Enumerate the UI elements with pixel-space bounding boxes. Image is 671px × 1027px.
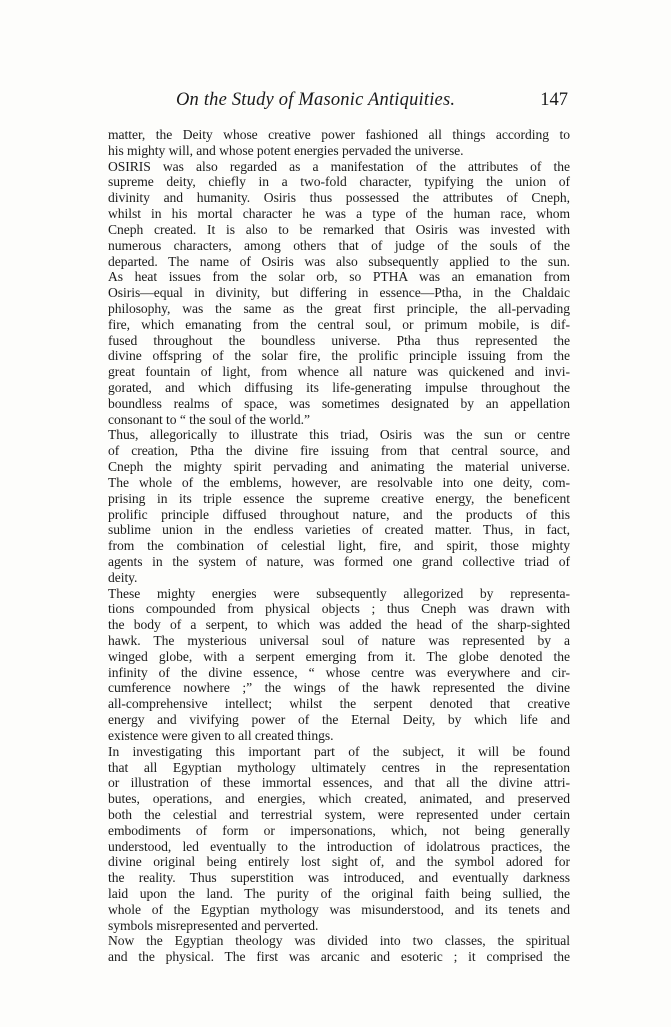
text-line: cumference nowhere ;” the wings of the hawk represented the divine	[108, 680, 570, 696]
body-text	[108, 127, 570, 965]
text-line: matter, the Deity whose creative power fashioned all things according to	[108, 127, 570, 142]
text-line: prolific principle diffused throughout nature, and the products of this	[108, 506, 570, 522]
text-line: fire, which emanating from the central soul, or primum mobile, is dif-	[108, 316, 570, 332]
text-line: that all Egyptian mythology ultimately centres in the representation	[108, 759, 570, 775]
text-line: divine offspring of the solar fire, the prolific principle issuing from the	[108, 348, 570, 364]
text-line: whilst in his mortal character he was a type of the human race, whom	[108, 206, 570, 222]
text-line: divinity and humanity. Osiris thus possessed the attributes of Cneph,	[108, 190, 570, 206]
text-line: departed. The name of Osiris was also subsequently applied to the sun.	[108, 253, 570, 269]
text-line: deity.	[108, 569, 138, 585]
text-line: from the combination of celestial light, fire, and spirit, those mighty	[108, 538, 570, 554]
text-line: embodiments of form or impersonations, which, not being generally	[108, 822, 570, 838]
text-line: agents in the system of nature, was formed one grand collective triad of	[108, 553, 570, 569]
text-line: both the celestial and terrestrial system, were represented under certain	[108, 806, 570, 822]
text-line: philosophy, was the same as the great first principle, the all-pervading	[108, 300, 570, 316]
text-line: These mighty energies were subsequently allegorized by representa-	[108, 585, 570, 601]
text-line: and the physical. The first was arcanic and esoteric ; it comprised the	[108, 949, 570, 965]
text-line: Osiris—equal in divinity, but differing in essence—Ptha, in the Chaldaic	[108, 285, 570, 301]
text-line: great fountain of light, from whence all nature was quickened and invi-	[108, 364, 570, 380]
text-line: Cneph created. It is also to be remarked that Osiris was invested with	[108, 221, 570, 237]
running-header	[108, 88, 570, 114]
text-line: all-comprehensive intellect; whilst the serpent denoted that creative	[108, 696, 570, 712]
page-number: 147	[540, 90, 568, 110]
text-line: winged globe, with a serpent emerging from it. The globe denoted the	[108, 648, 570, 664]
text-line: of creation, Ptha the divine fire issuing from that central source, and	[108, 443, 570, 459]
text-line: boundless realms of space, was sometimes designated by an appellation	[108, 395, 570, 411]
text-line: symbols misrepresented and perverted.	[108, 917, 319, 933]
text-line: laid upon the land. The purity of the original faith being sullied, the	[108, 886, 570, 901]
text-line: Thus, allegorically to illustrate this triad, Osiris was the sun or centre	[108, 427, 570, 443]
text-line: divine original being entirely lost sight of, and the symbol adored for	[108, 854, 570, 870]
text-line: fused throughout the boundless universe. Ptha thus represented the	[108, 332, 570, 348]
text-line: existence were given to all created things.	[108, 727, 334, 743]
text-line: his mighty will, and whose potent energies pervaded the universe.	[108, 142, 464, 158]
text-line: prising in its triple essence the supreme creative energy, the beneficent	[108, 490, 570, 506]
text-line: whole of the Egyptian mythology was misunderstood, and its tenets and	[108, 901, 570, 917]
text-line: As heat issues from the solar orb, so PTHA was an emanation from	[108, 269, 570, 285]
text-line: gorated, and which diffusing its life-generating impulse throughout the	[108, 380, 570, 395]
text-line: consonant to “ the soul of the world.”	[108, 411, 310, 427]
text-line: understood, led eventually to the introduction of idolatrous practices, the	[108, 838, 570, 854]
text-line: energy and vivifying power of the Eternal Deity, by which life and	[108, 712, 570, 728]
text-line: infinity of the divine essence, “ whose centre was everywhere and cir-	[108, 664, 570, 680]
text-line: butes, operations, and energies, which created, animated, and preserved	[108, 791, 570, 807]
text-line: sublime union in the endless varieties of created matter. Thus, in fact,	[108, 522, 570, 538]
text-line: Now the Egyptian theology was divided into two classes, the spiritual	[108, 933, 570, 949]
text-line: the body of a serpent, to which was added the head of the sharp-sighted	[108, 617, 570, 633]
text-line: OSIRIS was also regarded as a manifestation of the attributes of the	[108, 158, 570, 174]
text-line: hawk. The mysterious universal soul of nature was represented by a	[108, 633, 570, 648]
text-line: Cneph the mighty spirit pervading and animating the material universe.	[108, 459, 570, 475]
text-line: tions compounded from physical objects ; thus Cneph was drawn with	[108, 601, 570, 617]
text-line: the reality. Thus superstition was introduced, and eventually darkness	[108, 870, 570, 886]
running-title: On the Study of Masonic Antiquities.	[176, 90, 456, 110]
text-line: supreme deity, chiefly in a two-fold character, typifying the union of	[108, 174, 570, 190]
text-line: numerous characters, among others that of judge of the souls of the	[108, 237, 570, 253]
text-line: In investigating this important part of the subject, it will be found	[108, 743, 570, 759]
text-line: or illustration of these immortal essences, and that all the divine attri-	[108, 775, 570, 791]
text-line: The whole of the emblems, however, are resolvable into one deity, com-	[108, 474, 570, 490]
